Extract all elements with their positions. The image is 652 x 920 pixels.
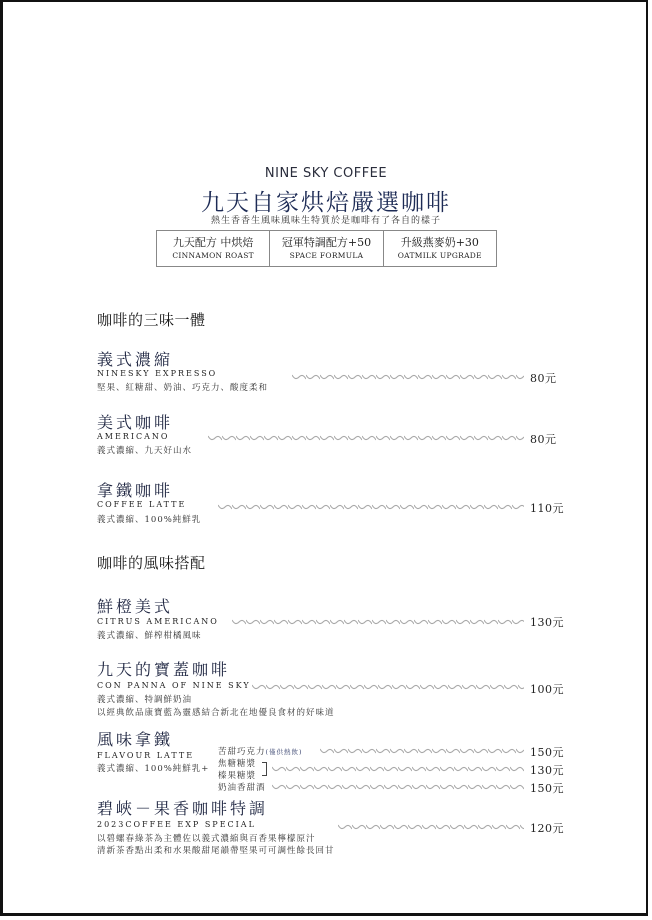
item-english-name: 2023COFFEE EXP SPECIAL [97,820,256,829]
tagline: 熱生香香生風味風味生特質於是咖啡有了各自的樣子 [210,216,441,226]
item-english-name: CON PANNA OF NINE SKY [97,681,251,690]
item-description: 義式濃縮、特調鮮奶油 [97,695,193,705]
item-english-name: FLAVOUR LATTE [97,751,195,760]
wave-leader [218,502,524,512]
item-price: 110元 [530,502,564,515]
flavor-note: (僅供熱飲) [265,748,303,756]
item-english-name: NINESKY EXPRESSO [97,369,218,378]
syrup-bracket [262,762,267,776]
item-price: 80元 [530,372,557,385]
item-title: 風味拿鐵 [97,730,174,749]
section-title: 咖啡的三味一體 [97,311,206,329]
wave-leader [338,822,524,832]
item-price: 120元 [530,822,564,835]
option-en: SPACE FORMULA [289,251,364,260]
item-price: 130元 [530,616,564,629]
wave-leader [272,782,524,792]
flavor-option: 苦甜巧克力(僅供熱飲) [218,747,303,757]
option-en: OATMILK UPGRADE [397,251,482,260]
option-formula [270,231,383,266]
section-title: 咖啡的風味搭配 [97,554,206,572]
item-price: 80元 [530,433,557,446]
option-oatmilk [384,231,496,266]
item-description: 義式濃縮、九天好山水 [97,446,193,456]
option-en: CINNAMON ROAST [172,251,254,260]
wave-leader [252,682,524,692]
item-title: 義式濃縮 [97,350,174,369]
item-title: 九天的寶蓋咖啡 [97,660,231,679]
option-zh: 冠軍特調配方+50 [281,236,372,249]
item-english-name: CITRUS AMERICANO [97,617,219,626]
item-title: 鮮橙美式 [97,597,174,616]
item-price: 100元 [530,683,564,696]
item-english-name: COFFEE LATTE [97,500,187,509]
flavor-option: 奶油香甜酒 [218,783,266,793]
item-description: 堅果、紅糖甜、奶油、巧克力、酸度柔和 [97,383,269,393]
item-price: 150元 [530,746,564,759]
option-zh: 九天配方 中烘焙 [172,236,254,249]
wave-leader [208,433,524,443]
item-title: 美式咖啡 [97,413,174,432]
item-description: 以經典飲品康寶藍為靈感結合新北在地優良食材的好味道 [97,708,335,718]
flavor-option: 榛果糖漿 [218,771,257,781]
item-description: 義式濃縮、100%純鮮乳+ [97,764,210,774]
options-box [156,230,497,267]
wave-leader [232,617,524,627]
item-description: 義式濃縮、100%純鮮乳 [97,515,202,525]
wave-leader [292,372,524,382]
item-description: 清新茶香點出柔和水果酸甜尾韻帶堅果可可調性餘長回甘 [97,846,335,856]
item-price: 150元 [530,782,564,795]
item-description: 義式濃縮、鮮榨柑橘風味 [97,631,202,641]
option-zh: 升級燕麥奶+30 [400,236,479,249]
item-english-name: AMERICANO [97,432,170,441]
wave-leader [320,746,524,756]
item-description: 以碧螺春綠茶為主體佐以義式濃縮與百香果檸檬原汁 [97,834,316,844]
brand-name: NINE SKY COFFEE [264,166,388,181]
item-title: 拿鐵咖啡 [97,481,174,500]
option-roast [157,231,270,266]
flavor-option: 焦糖糖漿 [218,759,257,769]
page-title: 九天自家烘焙嚴選咖啡 [201,190,451,216]
item-title: 碧峽－果香咖啡特調 [97,799,269,818]
item-price: 130元 [530,764,564,777]
wave-leader [272,764,524,774]
